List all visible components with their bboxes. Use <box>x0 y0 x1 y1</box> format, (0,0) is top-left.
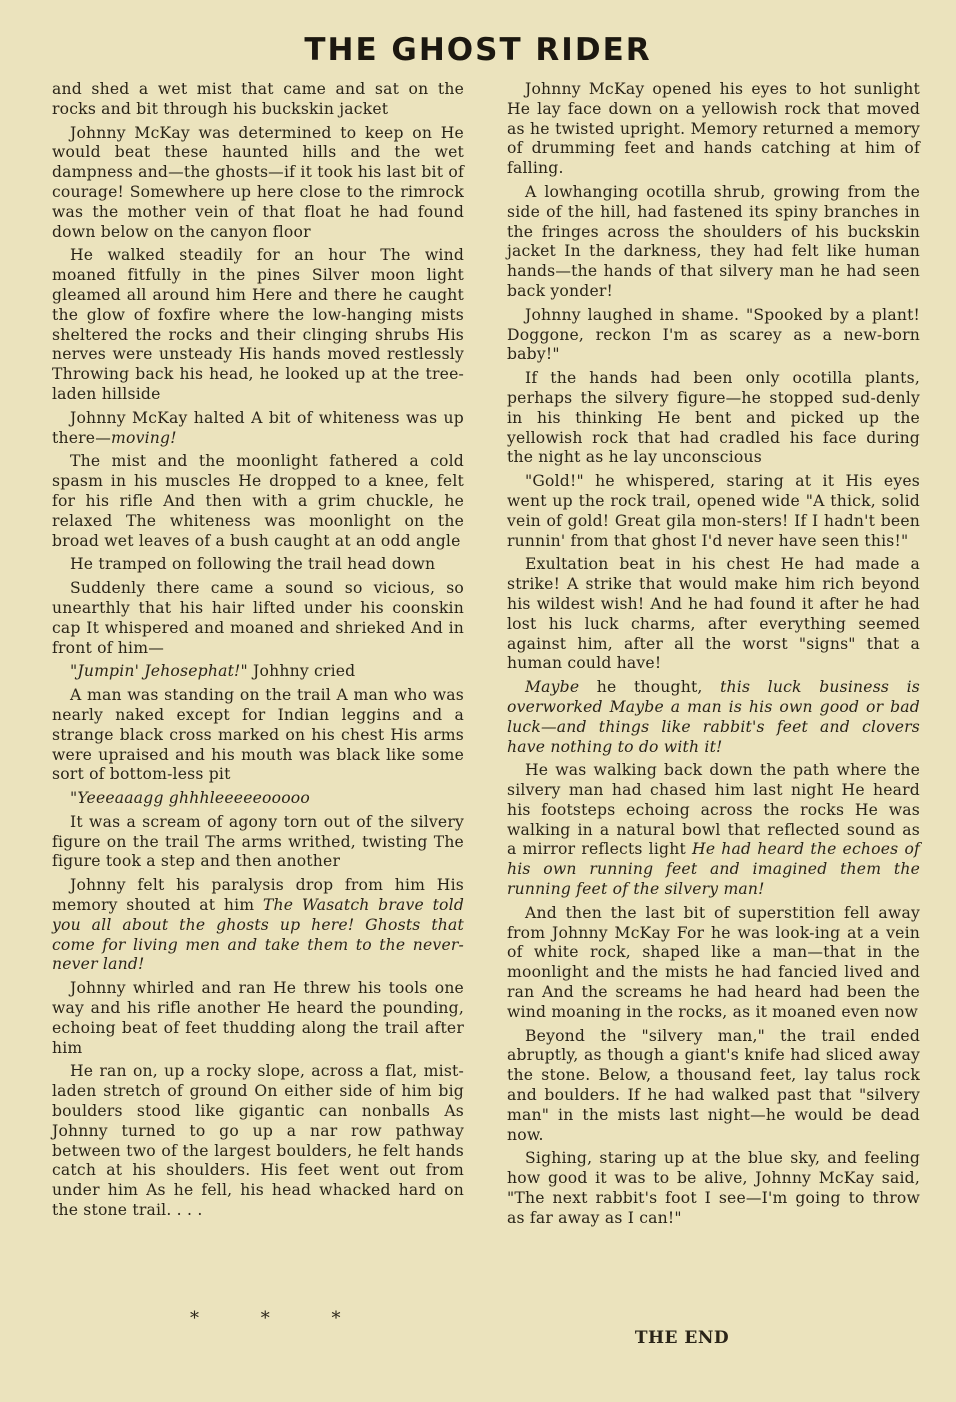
story-title: THE GHOST RIDER <box>304 32 652 68</box>
paragraph: A man was standing on the trail A man who was nearly naked except for Indian leggins and a strange black cross marked on his chest His arms were upraised and his mouth was black like some sort of bottom-less pit <box>52 686 464 784</box>
paragraph: A lowhanging ocotilla shrub, growing from the side of the hill, had fastened its spiny branches in the fringes across the shoulders of his buckskin jacket In the darkness, they had felt like human hands—the hands of that silvery man he had seen back yonder! <box>507 182 920 300</box>
paragraph: And then the last bit of superstition fell away from Johnny McKay For he was look-ing at a vein of white rock, shaped like a man—that in the moonlight and the mists he had fancied lived and ran And the screams he had heard had been the wind moaning in the rocks, as it moaned even now <box>507 903 920 1021</box>
paragraph <box>507 678 920 757</box>
right-column <box>507 80 920 1233</box>
paragraph: "Yeeeaaagg ghhhleeeeeooooo <box>70 789 310 808</box>
italic-text: Maybe <box>525 678 580 697</box>
text-run: Johhny cried <box>247 662 356 681</box>
paragraph: He ran on, up a rocky slope, across a flat, mist-laden stretch of ground On either side of him big boulders stood like gigantic can nonballs As Johnny turned to go up a nar row pathway between two of the largest boulders, he felt hands catch at his shoulders. His feet went out from under him As he fell, his head whacked hard on the stone trail. . . . <box>52 1062 464 1220</box>
paragraph: and shed a wet mist that came and sat on the rocks and bit through his buckskin jacket <box>52 80 464 118</box>
paragraph: "Gold!" he whispered, staring at it His eyes went up the rock trail, opened wide "A thick, solid vein of gold! Great gila mon-sters! If I hadn't been runnin' from that ghost I'd never have seen this!" <box>507 472 920 550</box>
italic-text: moving! <box>111 428 177 447</box>
paragraph: It was a scream of agony torn out of the silvery figure on the trail The arms writhed, twisting The figure took a step and then another <box>52 812 464 871</box>
paragraph: Johnny McKay opened his eyes to hot sunlight He lay face down on a yellowish rock that moved as he twisted upright. Memory returned a memory of drumming feet and hands catching at him of falling. <box>507 80 920 178</box>
paragraph: He walked steadily for an hour The wind moaned fitfully in the pines Silver moon light gleamed all around him Here and there he caught the glow of foxfire where the low-hanging mists sheltered the rocks and their clinging shrubs His nerves were unsteady His hands moved restlessly Throwing back his head, he looked up at the tree-laden hillside <box>52 246 464 403</box>
paragraph <box>52 876 464 975</box>
italic-text: "Jumpin' Jehosephat!" <box>70 662 248 681</box>
paragraph: Exultation beat in his chest He had made a strike! A strike that would make him rich beyond his wildest wish! And he had found it after he had lost his luck charms, after everything seemed against him, after all the worst "signs" that a human could have! <box>507 555 920 673</box>
section-break-stars: * * * <box>190 1308 369 1329</box>
paragraph: Suddenly there came a sound so vicious, so unearthly that his hair lifted under his coonskin cap It whispered and moaned and shrieked And in front of him— <box>52 579 464 657</box>
italic-text: this luck business is overworked Maybe a man is his own good or bad luck—and things like rabbit's feet and clovers have nothing to do with it! <box>507 678 920 756</box>
paragraph <box>52 409 464 449</box>
left-column <box>52 80 464 1225</box>
paragraph: Johnny McKay was determined to keep on He would beat these haunted hills and the wet dampness and—the ghosts—if it took his last bit of courage! Somewhere up here close to the rimrock was the mother vein of that float he had found down below on the canyon floor <box>52 123 464 241</box>
text-run: Johnny felt his paralysis drop from him His memory shouted at him <box>52 876 464 915</box>
paragraph: He tramped on following the trail head down <box>70 555 436 574</box>
italic-text: He had heard the echoes of his own running feet and imagined them the running feet of the silvery man! <box>507 840 920 899</box>
text-run: He was walking back down the path where the silvery man had chased him last night He heard his footsteps echoing across the rocks He was walking in a natural bowl that reflected sound as a mirror reflects light <box>507 761 920 859</box>
italic-text: The Wasatch brave told you all about the ghosts up here! Ghosts that come for living men and take them to the never-never land! <box>52 896 464 974</box>
paragraph: Sighing, staring up at the blue sky, and feeling how good it was to be alive, Johnny McKay said, "The next rabbit's foot I see—I'm going to throw as far away as I can!" <box>507 1149 920 1227</box>
paragraph: Johnny laughed in shame. "Spooked by a plant! Doggone, reckon I'm as scarey as a new-born baby!" <box>507 305 920 364</box>
paragraph: The mist and the moonlight fathered a cold spasm in his muscles He dropped to a knee, felt for his rifle And then with a grim chuckle, he relaxed The whiteness was moonlight on the broad wet leaves of a bush caught at an odd angle <box>52 452 464 550</box>
text-run: he thought, <box>579 678 721 697</box>
the-end-label: THE END <box>634 1328 730 1348</box>
paragraph <box>52 662 464 682</box>
paragraph: If the hands had been only ocotilla plants, perhaps the silvery figure—he stopped sud-denly in his thinking He bent and picked up the yellowish rock that had cradled his face during the night as he lay unconscious <box>507 369 920 467</box>
paragraph: Beyond the "silvery man," the trail ended abruptly, as though a giant's knife had sliced away the stone. Below, a thousand feet, lay talus rock and boulders. If he had walked past that "silvery man" in the mists last night—he would be dead now. <box>507 1026 920 1144</box>
paragraph: Johnny whirled and ran He threw his tools one way and his rifle another He heard the pounding, echoing beat of feet thudding along the trail after him <box>52 979 464 1057</box>
text-run: Johnny McKay halted A bit of whiteness was up there— <box>52 408 464 447</box>
paragraph <box>507 761 920 900</box>
